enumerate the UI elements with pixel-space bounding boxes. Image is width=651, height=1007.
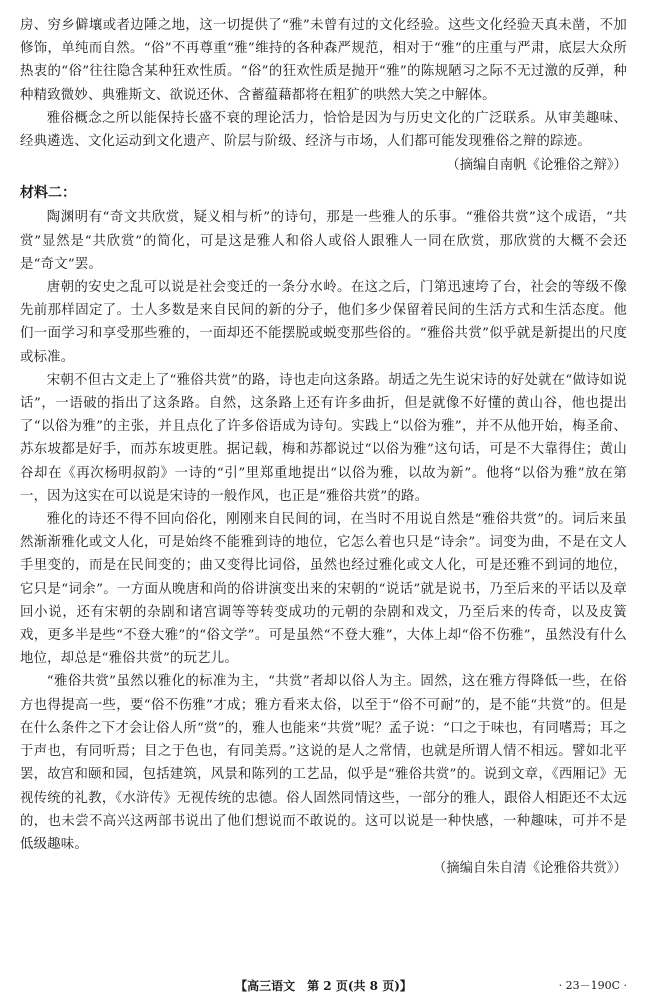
paragraph: “雅俗共赏”虽然以雅化的标准为主，“共赏”者却以俗人为主。固然，这在雅方得降低一些，在俗方也得提高一些，要“俗不伤雅”才成；雅方看来太俗，以至于“俗不可耐”的，是不能“共赏”的。但是在什么条件之下才会让俗人所“赏”的，雅人也能来“共赏”呢？孟子说：“口之于味也，有同嗜焉；耳之于声也，有同听焉；目之于色也，有同美焉。”这说的是人之常情，也就是所谓人情不相远。譬如北平罢，故宫和颐和园，包括建筑，风景和陈列的工艺品，似乎是“雅俗共赏”的。说到文章，《西厢记》无视传统的礼教，《水浒传》无视传统的忠德。俗人固然同情这些，一部分的雅人，跟俗人相距还不太远的，也未尝不高兴这两部书说出了他们想说而不敢说的。这可以说是一种快感，一种趣味，可并不是低级趣味。: [20, 674, 627, 852]
paragraph: 雅化的诗还不得不回向俗化，刚刚来自民间的词，在当时不用说自然是“雅俗共赏”的。词后来虽然渐渐雅化或文人化，可是始终不能雅到诗的地位，它怎么着也只是“诗余”。词变为曲，不是在文人手里变的，而是在民间变的；曲又变得比词俗，虽然也经过雅化或文人化，可是还雅不到词的地位，它只是“词余”。一方面从晚唐和尚的俗讲演变出来的宋朝的“说话”就是说书，乃至后来的平话以及章回小说，还有宋朝的杂剧和诸宫调等等转变成功的元朝的杂剧和戏文，乃至后来的传奇，以及皮簧戏，更多半是些“不登大雅”的“俗文学”。可是虽然“不登大雅”，大体上却“俗不伤雅”，虽然没有什么地位，却总是“雅俗共赏”的玩艺儿。: [20, 512, 627, 667]
page-number-label: 【高三语文 第 2 页(共 8 页)】: [235, 979, 412, 993]
paragraph-continued: 房、穷乡僻壤或者边陲之地，这一切提供了“雅”未曾有过的文化经验。这些文化经验天真未凿，不加修饰，单纯而自然。“俗”不再尊重“雅”维持的各种森严规范，相对于“雅”的庄重与严肃，底层大众所热衷的“俗”往往隐含某种狂欢性质。“俗”的狂欢性质是抛开“雅”的陈规陋习之际不无过激的反弹，种种精致微妙、典雅斯文、欲说还休、含蓄蕴藉都将在粗犷的哄然大笑之中解体。: [20, 18, 627, 103]
paragraph: 雅俗概念之所以能保持长盛不衰的理论活力，恰恰是因为与历史文化的广泛联系。从审美趣味、经典遴选、文化运动到文化遗产、阶层与阶级、经济与市场，人们都可能发现雅俗之辩的踪迹。: [20, 110, 627, 150]
paragraph: 陶渊明有“奇文共欣赏，疑义相与析”的诗句，那是一些雅人的乐事。“雅俗共赏”这个成语，“共赏”显然是“共欣赏”的简化，可是这是雅人和俗人或俗人跟雅人一同在欣赏，那欣赏的大概不会还是“奇文”罢。: [20, 210, 627, 272]
exam-code: · 23－190C ·: [558, 979, 627, 992]
paragraph: 唐朝的安史之乱可以说是社会变迁的一条分水岭。在这之后，门第迅速垮了台，社会的等级不像先前那样固定了。士人多数是来自民间的新的分子，他们多少保留着民间的生活方式和生活态度。他们一面学习和享受那些雅的，一面却还不能摆脱或蜕变那些俗的。“雅俗共赏”似乎就是新提出的尺度或标准。: [20, 280, 627, 365]
source-citation: （摘编自南帆《论雅俗之辩》）: [446, 158, 627, 174]
material-heading: 材料二：: [20, 185, 76, 202]
paragraph: 宋朝不但古文走上了“雅俗共赏”的路，诗也走向这条路。胡适之先生说宋诗的好处就在“做诗如说话”，一语破的指出了这条路。自然，这条路上还有许多曲折，但是就像不好懂的黄山谷，他也提出了“以俗为雅”的主张，并且点化了许多俗语成为诗句。实践上“以俗为雅”，并不从他开始，梅圣俞、苏东坡都是好手，而苏东坡更胜。据记载，梅和苏都说过“以俗为雅”这句话，可是不大靠得住；黄山谷却在《再次杨明叔韵》一诗的“引”里郑重地提出“以俗为雅，以故为新”。他将“以俗为雅”放在第一，因为这实在可以说是宋诗的一般作风，也正是“雅俗共赏”的路。: [20, 372, 627, 504]
page-footer: [20, 977, 627, 995]
source-citation: （摘编自朱自清《论雅俗共赏》）: [432, 861, 627, 877]
